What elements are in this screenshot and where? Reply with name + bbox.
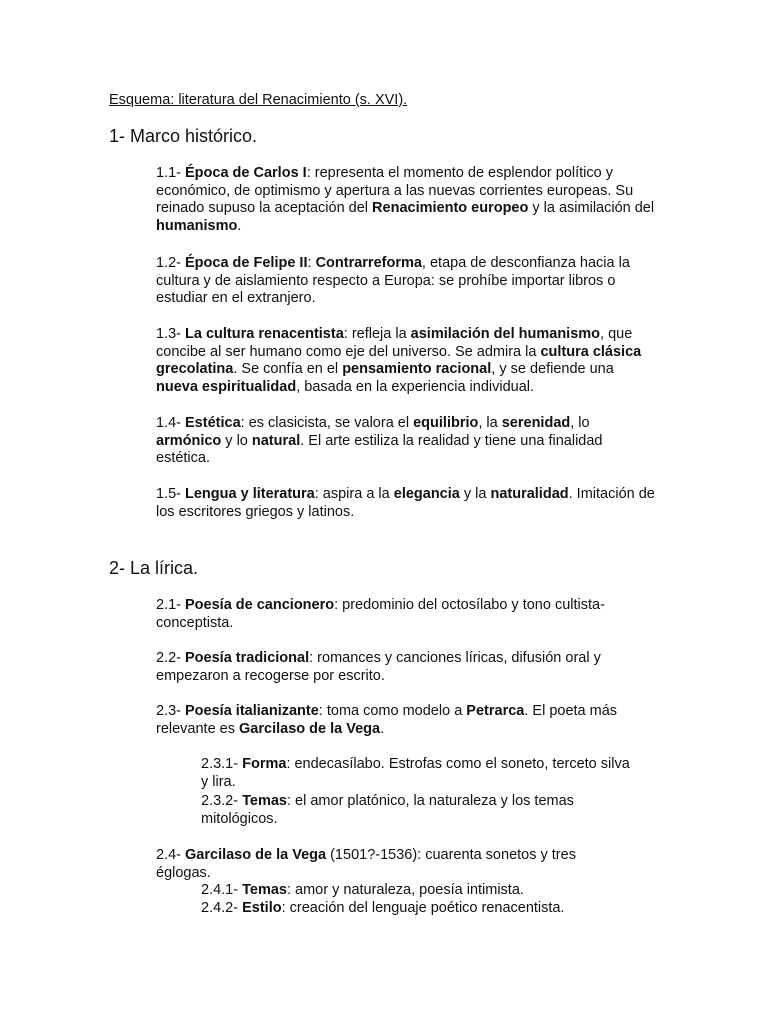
bold-term: Petrarca <box>466 703 525 719</box>
text-run: 1.1- <box>156 165 186 181</box>
text-run: : es clasicista, se valora el <box>240 415 414 431</box>
bold-term: Estética <box>185 415 241 431</box>
paragraph-2-4 <box>156 847 616 882</box>
bold-term: Lengua y literatura <box>185 486 315 502</box>
text-run: (1501?-1536): cuarenta sonetos y tres églogas. <box>156 847 576 881</box>
text-run: . <box>237 217 242 234</box>
bold-term: Contrarreforma <box>315 255 422 271</box>
bold-term: Garcilaso de la Vega <box>185 847 327 863</box>
bold-term: Poesía tradicional <box>185 650 310 666</box>
text-run: : representa el momento de esplendor político y económico, de optimismo y apertura a las nuevas corrientes europeas. Su reinado supuso la aceptación del <box>156 165 634 217</box>
bold-term: Garcilaso de la Vega <box>239 720 381 737</box>
bold-term: nueva espiritualidad <box>156 378 297 395</box>
text-run: : el amor platónico, la naturaleza y los temas mitológicos. <box>201 793 574 827</box>
text-run: 2.4- <box>156 847 186 863</box>
text-run: , la <box>478 415 502 431</box>
paragraph-2-3-1 <box>201 756 641 791</box>
text-run: , etapa de desconfianza hacia la cultura y de aislamiento respecto a Europa: se prohíbe importar libros o estudiar en el extranjero. <box>156 255 630 307</box>
paragraph-2-4-1 <box>201 882 641 900</box>
paragraph-2-3-2 <box>201 793 621 828</box>
bold-term: armónico <box>156 432 222 449</box>
bold-term: serenidad <box>501 415 571 431</box>
bold-term: pensamiento racional <box>342 361 492 378</box>
paragraph-2-3 <box>156 703 656 738</box>
text-run: . <box>380 720 385 737</box>
text-run: : amor y naturaleza, poesía intimista. <box>286 882 524 898</box>
paragraph-2-1 <box>156 597 656 632</box>
paragraph-1-4 <box>156 415 656 468</box>
bold-term: Época de Carlos I <box>185 165 307 181</box>
bold-term: Época de Felipe II <box>185 255 308 271</box>
text-run: 1.4- <box>156 415 186 431</box>
paragraph-1-5 <box>156 486 656 521</box>
text-run: : predominio del octosílabo y tono cultista-conceptista. <box>156 597 605 631</box>
text-run: 2.1- <box>156 597 186 613</box>
text-run: : endecasílabo. Estrofas como el soneto, terceto silva y lira. <box>201 756 630 790</box>
bold-term: cultura clásica grecolatina <box>156 343 642 378</box>
section-heading-marco-historico: 1- Marco histórico. <box>109 126 258 146</box>
text-run: : aspira a la <box>314 486 394 502</box>
text-run: 2.2- <box>156 650 186 666</box>
text-run: : toma como modelo a <box>318 703 467 719</box>
paragraph-1-3 <box>156 326 656 396</box>
bold-term: Poesía de cancionero <box>185 597 335 613</box>
text-run: y la asimilación del <box>528 200 655 217</box>
text-run: . El arte estiliza la realidad y tiene una finalidad estética. <box>156 432 603 467</box>
text-run: 2.3.2- <box>201 793 243 809</box>
paragraph-1-1 <box>156 165 656 235</box>
bold-term: equilibrio <box>413 415 479 431</box>
bold-term: Temas <box>242 882 287 898</box>
text-run: , que concibe al ser humano como eje del universo. Se admira la <box>156 326 633 360</box>
section-heading-la-lirica: 2- La lírica. <box>109 558 199 578</box>
bold-term: naturalidad <box>490 486 569 502</box>
bold-term: Temas <box>242 793 287 809</box>
bold-term: Forma <box>242 756 287 772</box>
text-run: , y se defiende una <box>491 361 614 378</box>
bold-term: humanismo <box>156 217 238 234</box>
bold-term: Poesía italianizante <box>185 703 319 719</box>
text-run: : romances y canciones líricas, difusión oral y empezaron a recogerse por escrito. <box>156 650 601 684</box>
text-run: . Imitación de los escritores griegos y latinos. <box>156 486 655 520</box>
text-run: 1.5- <box>156 486 186 502</box>
paragraph-2-4-2 <box>201 900 641 918</box>
text-run: y lo <box>221 432 252 449</box>
bold-term: Estilo <box>242 900 282 916</box>
text-run: 1.3- <box>156 326 186 342</box>
text-run: : creación del lenguaje poético renacentista. <box>281 900 565 916</box>
bold-term: La cultura renacentista <box>185 326 344 342</box>
paragraph-2-2 <box>156 650 656 685</box>
document-title: Esquema: literatura del Renacimiento (s. XVI). <box>109 92 408 108</box>
text-run: , basada en la experiencia individual. <box>296 378 535 395</box>
text-run: 2.3- <box>156 703 186 719</box>
text-run: 2.3.1- <box>201 756 243 772</box>
text-run: , lo <box>570 415 590 431</box>
bold-term: natural <box>251 432 301 449</box>
text-run: 1.2- <box>156 255 186 271</box>
paragraph-1-2 <box>156 255 656 308</box>
text-run: : refleja la <box>343 326 411 342</box>
text-run: y la <box>459 486 491 502</box>
bold-term: Renacimiento europeo <box>372 200 529 217</box>
text-run: 2.4.1- <box>201 882 243 898</box>
text-run: . El poeta más relevante es <box>156 703 618 737</box>
text-run: : <box>307 255 316 271</box>
bold-term: asimilación del humanismo <box>410 326 601 342</box>
bold-term: elegancia <box>393 486 460 502</box>
text-run: 2.4.2- <box>201 900 243 916</box>
text-run: . Se confía en el <box>233 361 343 378</box>
